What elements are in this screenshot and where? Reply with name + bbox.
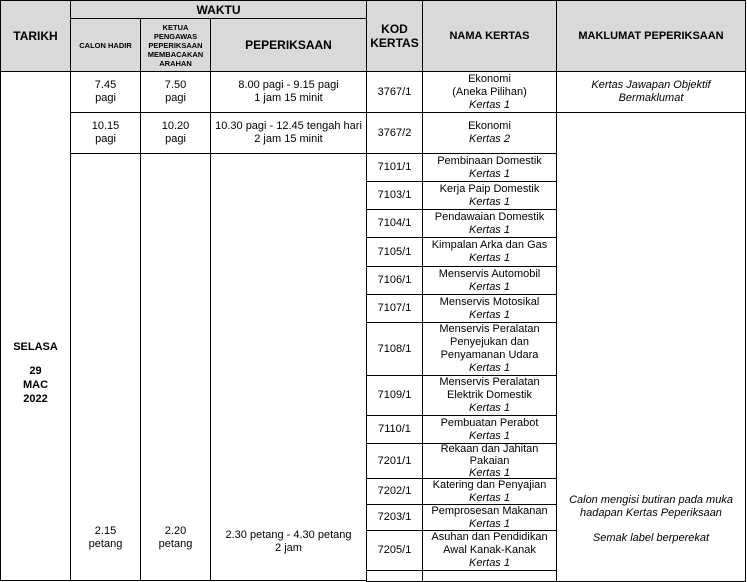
paper-title: Katering dan Penyajian: [432, 478, 547, 491]
paper-name: [422, 237, 557, 267]
paper-code: 7110/1: [366, 415, 423, 444]
maklumat-text: Calon mengisi butiran pada muka: [569, 494, 733, 506]
session-calon-hadir: [70, 112, 141, 154]
date-day: SELASA: [13, 341, 58, 353]
paper-title: Elektrik Domestik: [447, 389, 532, 401]
exam-time-range: 2.30 petang - 4.30 petang: [225, 529, 352, 541]
paper-kertas: Kertas 1: [469, 557, 510, 569]
paper-name: [422, 570, 557, 582]
paper-title: Kimpalan Arka dan Gas: [431, 239, 548, 251]
paper-kertas: Kertas 1: [469, 252, 510, 264]
paper-name: [422, 266, 557, 295]
paper-code: 7108/1: [366, 322, 423, 376]
header-kod-kertas: [366, 0, 423, 72]
time-period: pagi: [165, 133, 186, 145]
time-period: pagi: [95, 133, 116, 145]
paper-name: [422, 209, 557, 238]
paper-title: Pendawaian Domestik: [434, 210, 545, 223]
paper-kertas: Kertas 1: [469, 98, 510, 111]
time-period: pagi: [95, 92, 116, 104]
time-value: 2.15: [94, 525, 117, 537]
paper-code: 7201/1: [366, 443, 423, 479]
header-waktu: WAKTU: [70, 0, 367, 19]
paper-name: [422, 181, 557, 210]
paper-code: 7203/1: [366, 504, 423, 531]
paper-name: [422, 478, 557, 505]
paper-title: Penyamanan Udara: [440, 349, 539, 361]
paper-title: Rekaan dan Jahitan: [440, 443, 539, 455]
session-peperiksaan: [210, 112, 367, 154]
header-ketua-line: PEPERIKSAAN: [148, 40, 203, 50]
paper-title: Ekonomi: [468, 120, 511, 132]
paper-code: 7101/1: [366, 153, 423, 182]
paper-title: Asuhan dan Pendidikan: [431, 531, 548, 543]
paper-name: [422, 294, 557, 323]
session-calon-hadir: [70, 153, 141, 581]
paper-name: [422, 112, 557, 154]
paper-title: Menservis Automobil: [438, 267, 541, 280]
exam-duration: 2 jam 15 minit: [254, 133, 323, 145]
time-period: petang: [158, 538, 193, 550]
time-value: 2.20: [164, 525, 187, 537]
paper-code: 7106/1: [366, 266, 423, 295]
paper-kertas: Kertas 1: [469, 491, 510, 504]
paper-name: [422, 504, 557, 531]
paper-name: [422, 375, 557, 416]
header-ketua-line: MEMBACAKAN: [147, 49, 204, 59]
time-period: petang: [88, 538, 123, 550]
maklumat-label-text: Semak label berperekat: [592, 532, 710, 544]
paper-code: 3767/1: [366, 71, 423, 113]
paper-kertas: Kertas 1: [469, 467, 510, 479]
paper-code: 7104/1: [366, 209, 423, 238]
header-maklumat: MAKLUMAT PEPERIKSAAN: [556, 0, 746, 72]
paper-title: (Aneka Pilihan): [452, 85, 527, 98]
session-ketua: [140, 112, 211, 154]
header-ketua-line: PENGAWAS: [153, 31, 198, 41]
header-ketua-line: KETUA: [162, 22, 189, 32]
paper-title: Pembuatan Perabot: [440, 416, 539, 429]
header-ketua-pengawas: [140, 18, 211, 72]
maklumat-rest: [556, 112, 746, 582]
paper-title: Pemprosesan Makanan: [431, 504, 548, 517]
paper-code: [366, 570, 423, 582]
exam-duration: 2 jam: [275, 542, 302, 554]
paper-kertas: Kertas 2: [469, 133, 510, 145]
paper-name: [422, 71, 557, 113]
session-ketua: [140, 71, 211, 113]
maklumat-text: hadapan Kertas Peperiksaan: [580, 507, 722, 519]
session-peperiksaan: [210, 153, 367, 581]
paper-kertas: Kertas 1: [469, 362, 510, 374]
maklumat-row1: [556, 71, 746, 113]
exam-duration: 1 jam 15 minit: [254, 92, 323, 104]
header-tarikh: TARIKH: [0, 0, 71, 72]
session-calon-hadir: [70, 71, 141, 113]
paper-title: Awal Kanak-Kanak: [443, 544, 536, 556]
time-value: 10.15: [91, 120, 120, 132]
paper-title: Penyejukan dan: [450, 336, 529, 348]
paper-title: Ekonomi: [468, 72, 511, 85]
paper-title: Kerja Paip Domestik: [439, 182, 540, 195]
paper-name: [422, 415, 557, 444]
date-cell: [0, 71, 71, 581]
paper-title: Menservis Peralatan: [439, 376, 540, 388]
paper-kertas: Kertas 1: [469, 308, 510, 321]
time-period: pagi: [165, 92, 186, 104]
paper-code: 7103/1: [366, 181, 423, 210]
paper-title: Menservis Motosikal: [439, 295, 540, 308]
header-ketua-line: ARAHAN: [159, 58, 192, 68]
paper-name: [422, 322, 557, 376]
paper-name: [422, 530, 557, 571]
time-value: 10.20: [161, 120, 190, 132]
exam-time-range: 10.30 pagi - 12.45 tengah hari: [215, 120, 362, 132]
paper-code: 7202/1: [366, 478, 423, 505]
time-value: 7.45: [94, 79, 117, 91]
paper-kertas: Kertas 1: [469, 402, 510, 414]
date-date: 29: [29, 365, 42, 377]
paper-name: [422, 153, 557, 182]
date-year: 2022: [23, 393, 48, 405]
header-kod-line: KERTAS: [370, 36, 419, 50]
maklumat-text: Kertas Jawapan Objektif: [591, 79, 711, 91]
paper-code: 7109/1: [366, 375, 423, 416]
header-kod-line: KOD: [381, 22, 408, 36]
header-nama-kertas: NAMA KERTAS: [422, 0, 557, 72]
header-calon-hadir: CALON HADIR: [70, 18, 141, 72]
paper-title: Pakaian: [469, 455, 510, 467]
paper-kertas: Kertas 1: [469, 429, 510, 442]
paper-kertas: Kertas 1: [469, 280, 510, 293]
paper-code: 7105/1: [366, 237, 423, 267]
paper-kertas: Kertas 1: [469, 223, 510, 236]
session-peperiksaan: [210, 71, 367, 113]
paper-title: Menservis Peralatan: [439, 323, 540, 335]
date-month: MAC: [22, 379, 49, 391]
exam-time-range: 8.00 pagi - 9.15 pagi: [238, 79, 339, 91]
time-value: 7.50: [164, 79, 187, 91]
maklumat-text: Bermaklumat: [618, 92, 684, 104]
paper-code: 3767/2: [366, 112, 423, 154]
paper-kertas: Kertas 1: [469, 167, 510, 180]
paper-title: Pembinaan Domestik: [437, 154, 542, 167]
paper-code: 7205/1: [366, 530, 423, 571]
paper-code: 7107/1: [366, 294, 423, 323]
paper-kertas: Kertas 1: [469, 195, 510, 208]
session-ketua: [140, 153, 211, 581]
paper-kertas: Kertas 1: [469, 517, 510, 530]
header-peperiksaan: PEPERIKSAAN: [210, 18, 367, 72]
paper-name: [422, 443, 557, 479]
